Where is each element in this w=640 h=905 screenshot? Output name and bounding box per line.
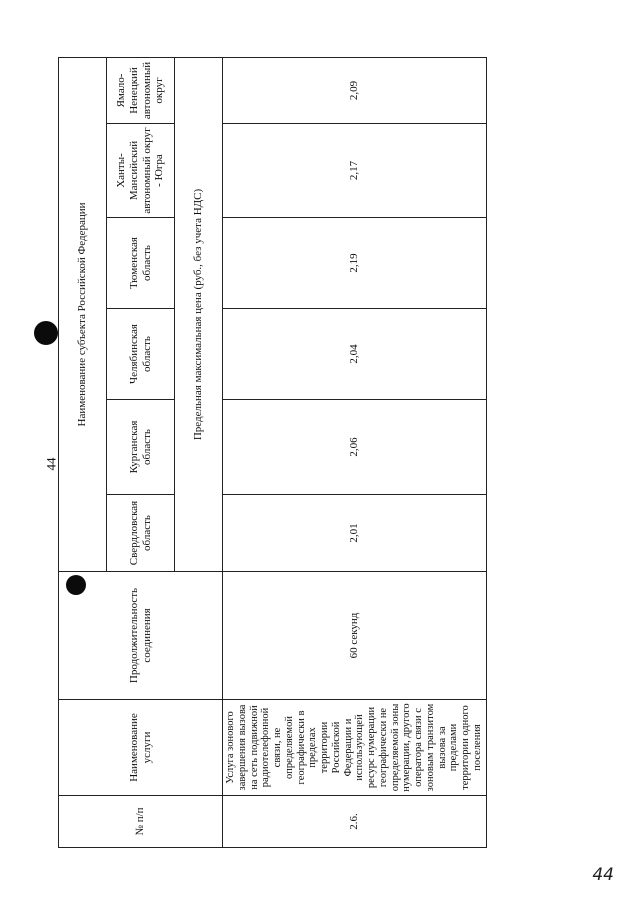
header-region-sverdlovsk: Свердловская область	[107, 495, 175, 572]
punch-hole-top	[34, 321, 58, 345]
header-num: № п/п	[59, 796, 223, 848]
price-chelyabinsk: 2,04	[223, 309, 487, 400]
price-khmao: 2,17	[223, 124, 487, 218]
price-kurgan: 2,06	[223, 400, 487, 495]
handwritten-page-number: 44	[592, 865, 614, 885]
header-service: Наименование услуги	[59, 700, 223, 796]
header-price-caption: Предельная максимальная цена (руб., без учета НДС)	[175, 57, 223, 571]
page-number: 44	[43, 457, 59, 471]
header-region-chelyabinsk: Челябинская область	[107, 309, 175, 400]
tariff-table	[58, 57, 487, 848]
header-region-tyumen: Тюменская область	[107, 218, 175, 309]
row-duration: 60 секунд	[223, 572, 487, 700]
header-subject-group: Наименование субъекта Российской Федерации	[59, 57, 107, 571]
rotated-table-wrapper	[58, 58, 483, 848]
header-region-kurgan: Курганская область	[107, 400, 175, 495]
header-region-khmao: Ханты-Мансийский автономный округ - Югра	[107, 124, 175, 218]
header-region-yanao: Ямало-Ненецкий автономный округ	[107, 57, 175, 123]
row-num: 2.6.	[223, 796, 487, 848]
price-tyumen: 2,19	[223, 218, 487, 309]
row-service-name: Услуга зонового завершения вызова на сеть подвижной радиотелефонной связи, не определяемой географически в пределах территории Российской Федерации и использующей ресурс нумерации географически не определяемой зоны нумерации, другого оператора связи с зоновым транзитом вызова за пределами территории одного поселения	[223, 700, 487, 796]
table-row	[223, 57, 487, 847]
price-sverdlovsk: 2,01	[223, 495, 487, 572]
header-duration: Продолжительность соединения	[59, 572, 223, 700]
price-yanao: 2,09	[223, 57, 487, 123]
